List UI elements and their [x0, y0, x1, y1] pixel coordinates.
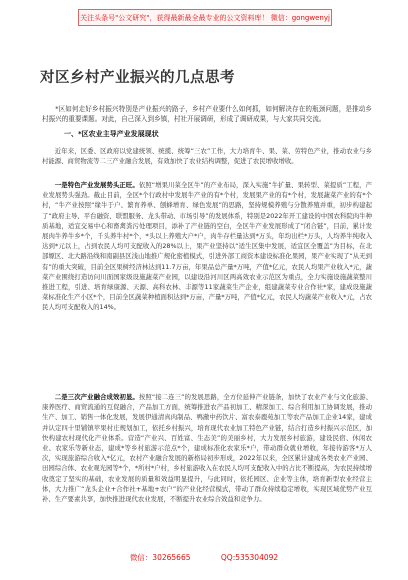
footer-qq: QQ:535304092 [220, 553, 279, 562]
paragraph-text: 按照“接二连三”的发展思路，全方位延伸产业链条，加快了农业产业与文化旅游、康养医疗、商贸流通的互促融合，产品加工方面，统筹推进农产品初加工、精深加工、综合利用加工协调发展，推动生产、加工、销售一体化发展，发展伊通清真肉制品、鸭澈中药饮片、富农泰鹿苑加工等农产品加工企业14家，建成并认定四十里铺镇苹果村庄规划加工，依托乡村振兴，培育现代农业加工特色产业链，结合打造乡村振兴示范区，加快构建农村现代化产业体系。营造“产业兴、百姓富、生态美”的美丽乡村，大力发展乡村旅游，建设民宿、休闲农业、农家乐等新业态，建成*等乡村旅游示范点*个，建成标准化农家乐*户，带动群众就业增收，年接待游客*万人次，实现旅游综合收入*亿元，农村产业融合发展的新格局初步形成，2022年以来，全区累计建成各类农业产业园、田园综合体、农业观光园等*个，*所村*户村，乡村旅游收入在农民人均可支配收入中的占比不断提高，为农民持续增收奠定了坚实的基础，农业发展的质量和效益明显提升，与此同时，依托园区、企业等主体，培育新型农业经营主体，大力推广“龙头企业+合作社+基地+农户”的产业化经营模式，带动了群众持续稳定增收，实现区域优势产业互补、生产要素共享，加快推进现代农业发展，不断提升农业综合效益和竞争力。 [42, 393, 372, 504]
footer-wechat: 微信：30265665 [129, 553, 191, 562]
body-paragraph-3 [42, 392, 372, 548]
header-banner: 关注头条号"公文研究"，获得最新最全最专业的公文资料库！ 微信：gongwenyj [78, 9, 332, 26]
paragraph-lead: 一是特色产业发展势头正旺。 [54, 181, 139, 189]
section-heading: 一、*区农业主导产业发展现状 [64, 130, 159, 138]
paragraph-text: 依照“增果川菜全区牛”的产业布局，深入实施“牛扩量、果转型、菜提质”工程，产业发展势头强劲。截止目前，全区*个行政村中发展牛产业的有*个村，发展果产业的有*个村，发展蔬菜产业的有*个村，“牛产业按照“缘牛于户、繁育养单、刨蜂增育、绿色发展”的思路，坚持规模养殖与分散养殖并重，初步构建起了“政府主导、平台融资、联盟服务、龙头带动、市场引导”的发展体系，特别是2022年开工建设的中国农科院肉牛种质基地，适宜交易中心和畜禽粪污处理项目，添补了产业链的空白，全区牛产业发展形成了“闭合链”，目前，累计发展肉牛养牛乡*个，千头养牛村*个，*头以上养殖大户*户，肉牛存栏量达到*万头，年均出栏*万头，人均养牛纯收入达到*元以上，占到农民人均可支配收入的28%以上，果产业坚持以“适生区集中发展，适宜区全覆盖”为目标，在北部塬区、北大路沿线和南副县区浅山地推广规化密植模式，引进外部工商资本建设标准化果园，果产业实现了“从无到有”的重大突破，目前全区果树经济林达到11.7万亩，年果品总产量*万吨，产值*亿元，农民人均果产业收入*元，蔬菜产业围绕打造访问川面国家级设施蔬菜产业园，以建设沿河川区两高效农业示范区为重点，全力实施设施蔬菜整川推进工程，引进、培育绿康源、天源、高科农林、丰源等11家蔬菜生产企业，组建蔬菜专业合作社*家，建成设施蔬菜标准化生产小区*个，目前全区蔬菜种植面积达到*万亩，产量*万吨，产值*亿元，农民人均蔬菜产业收入*元，占农民人均可支配收入的14%。 [42, 181, 372, 312]
body-paragraph-2 [42, 180, 372, 387]
paragraph-lead: 二是三次产业融合成效初显。 [54, 393, 139, 401]
abstract-paragraph: *区如何走好乡村振兴特别是产业振兴的路子，乡村产业要什么如何抓，如何解决存在的瓶颈问题，是推动乡村振兴的重要课题。对此，自己深入到乡镇，村社开展调研，形成了调研成果，与大家共同交流。 [42, 105, 372, 124]
page-title: 对区乡村产业振兴的几点思考 [40, 70, 235, 86]
footer-contact [0, 552, 408, 566]
body-paragraph-1: 近年来，区委、区政府以党建统领、统揽、统筹“三农”工作，大力培育牛、果、菜、劳特色产业，推动农业与乡村能源、商贸物流等二三产业融合发展，有效加快了农业结构调整，促进了农民增收增收。 [42, 147, 372, 166]
